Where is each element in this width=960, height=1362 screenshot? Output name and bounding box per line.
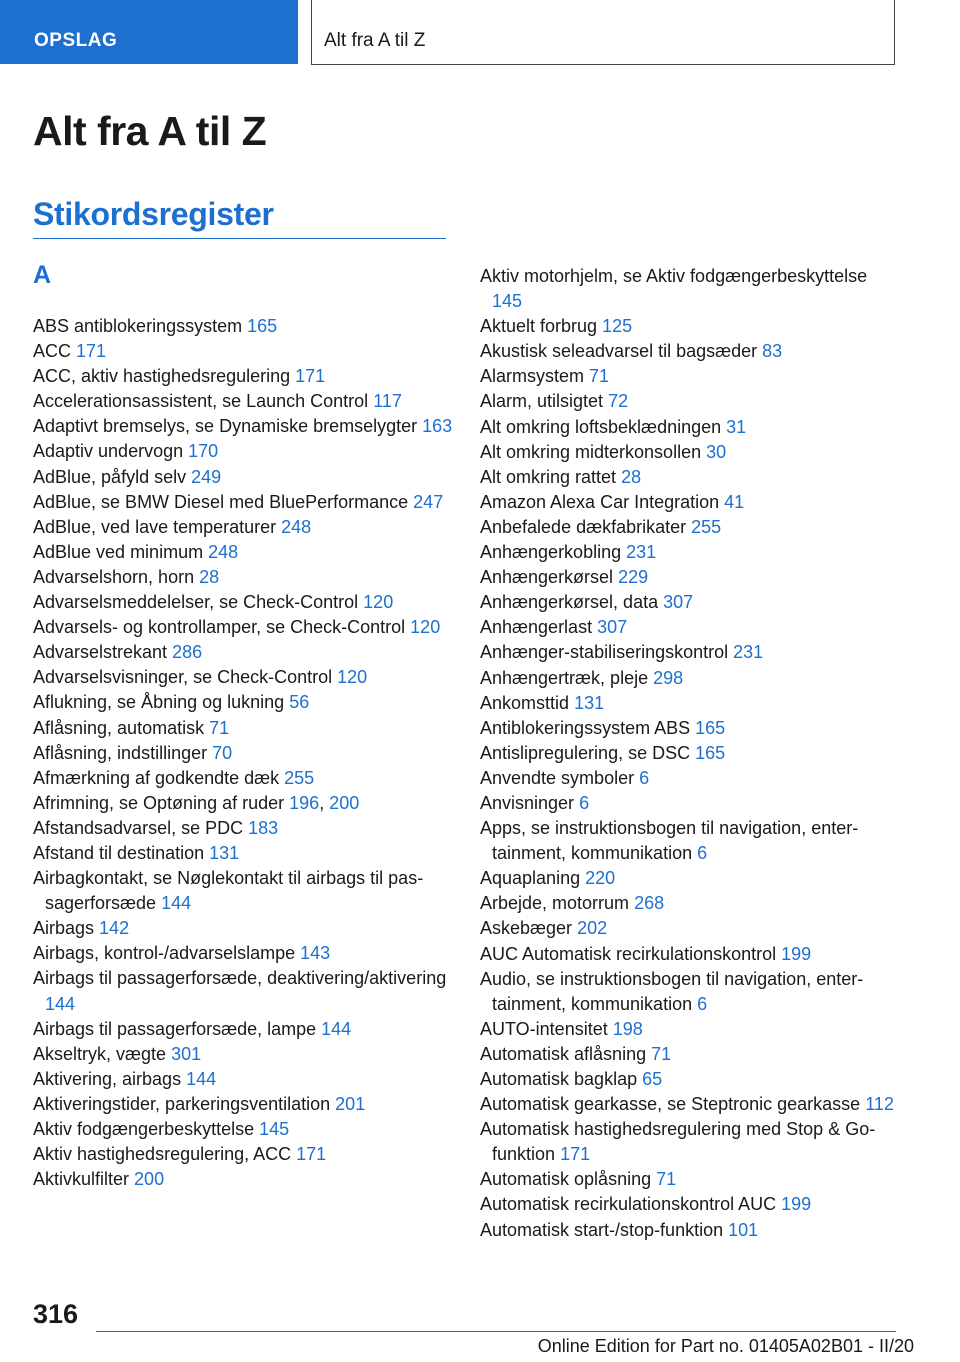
page-reference-link[interactable]: 301 bbox=[171, 1043, 202, 1064]
index-entry bbox=[33, 1067, 453, 1092]
index-entry-text: Anhængerkobling bbox=[480, 542, 622, 563]
index-entry bbox=[480, 916, 900, 941]
page-reference-link[interactable]: 144 bbox=[45, 993, 76, 1014]
page-title: Alt fra A til Z bbox=[33, 108, 267, 154]
page-reference-link[interactable]: 249 bbox=[191, 466, 222, 487]
index-entry bbox=[480, 891, 900, 916]
index-entry-text: Automatisk recirkulationskontrol AUC bbox=[480, 1194, 777, 1215]
page-reference-link[interactable]: 120 bbox=[410, 617, 441, 638]
index-entry bbox=[33, 1092, 453, 1117]
page-reference-link[interactable]: 171 bbox=[560, 1144, 591, 1165]
page-reference-link[interactable]: 70 bbox=[212, 742, 233, 763]
page-reference-link[interactable]: 231 bbox=[626, 542, 657, 563]
index-entry-text: AdBlue, ved lave temperaturer bbox=[33, 516, 277, 537]
index-column-right bbox=[480, 264, 900, 1243]
index-entry bbox=[480, 314, 900, 339]
index-entry bbox=[33, 1142, 453, 1167]
page-reference-link[interactable]: 120 bbox=[337, 667, 368, 688]
index-entry bbox=[480, 1192, 900, 1217]
index-entry-text: Afstand til destination bbox=[33, 842, 205, 863]
index-entry-text: Airbagkontakt, se Nøglekontakt til airbags til passagerforsæde bbox=[33, 868, 424, 914]
index-entry-text: Advarselshorn, horn bbox=[33, 566, 195, 587]
index-entry bbox=[33, 716, 453, 741]
index-entry bbox=[33, 314, 453, 339]
index-entry-text: Aktivkulfilter bbox=[33, 1169, 130, 1190]
page-reference-link[interactable]: 145 bbox=[492, 291, 523, 312]
index-entry bbox=[33, 540, 453, 565]
page-reference-link[interactable]: 65 bbox=[642, 1069, 663, 1089]
page-reference-link[interactable]: 72 bbox=[608, 391, 629, 412]
index-entry bbox=[480, 942, 900, 967]
index-entry-text: Askebæger bbox=[480, 918, 573, 939]
page-reference-link[interactable]: 144 bbox=[186, 1068, 217, 1089]
page-reference-link[interactable]: 220 bbox=[585, 868, 616, 889]
page-reference-link[interactable]: 165 bbox=[695, 717, 726, 738]
index-entry bbox=[480, 1092, 900, 1117]
page-reference-link[interactable]: 171 bbox=[295, 366, 326, 387]
index-entry-text: AUC Automatisk recirkulationskontrol bbox=[480, 943, 777, 964]
index-entry bbox=[480, 264, 900, 314]
index-entry-text: Akustisk seleadvarsel til bagsæder bbox=[480, 341, 758, 362]
page-reference-link[interactable]: 268 bbox=[634, 893, 665, 914]
index-entry-text: Advarselsvisninger, se Check-Control bbox=[33, 667, 333, 688]
index-entry-text: Accelerationsassistent, se Launch Control bbox=[33, 391, 369, 412]
page-reference-link[interactable]: 30 bbox=[706, 441, 727, 462]
index-entry bbox=[33, 866, 453, 916]
page-reference-link[interactable]: 6 bbox=[697, 993, 708, 1014]
index-entry bbox=[33, 465, 453, 490]
page-reference-link[interactable]: 145 bbox=[259, 1119, 290, 1139]
index-entry bbox=[33, 966, 453, 1016]
index-entry bbox=[480, 364, 900, 389]
index-entry-text: Anvendte symboler bbox=[480, 767, 635, 788]
index-entry bbox=[33, 816, 453, 841]
index-entry-text: AdBlue, se BMW Diesel med BluePerformance bbox=[33, 491, 409, 512]
index-entry bbox=[33, 389, 453, 414]
page-reference-link[interactable]: 71 bbox=[656, 1169, 677, 1190]
index-entry-text: Antislipregulering, se DSC bbox=[480, 742, 691, 763]
section-tab[interactable] bbox=[0, 0, 298, 64]
index-column-left bbox=[33, 314, 453, 1192]
page-reference-link[interactable]: 199 bbox=[781, 1194, 812, 1215]
index-entry-text: Aktiv motorhjelm, se Aktiv fodgængerbeskyttelse bbox=[480, 266, 868, 286]
index-entry bbox=[33, 339, 453, 364]
page-reference-link[interactable]: 131 bbox=[209, 842, 240, 863]
index-entry bbox=[33, 515, 453, 540]
index-entry-text: Aktiv hastighedsregulering, ACC bbox=[33, 1144, 292, 1165]
index-entry bbox=[480, 816, 900, 866]
index-entry-text: Alt omkring midterkonsollen bbox=[480, 441, 702, 462]
index-entry bbox=[33, 690, 453, 715]
index-entry-text: Airbags til passagerforsæde, deaktivering/aktivering bbox=[33, 968, 447, 989]
index-entry-text: Aktiveringstider, parkeringsventilation bbox=[33, 1093, 331, 1114]
index-entry-text: AdBlue ved minimum bbox=[33, 541, 204, 562]
page-reference-link[interactable]: 6 bbox=[639, 767, 650, 788]
index-entry bbox=[33, 615, 453, 640]
index-entry-text: Apps, se instruktionsbogen til navigation, entertainment, kommunikation bbox=[480, 818, 859, 864]
index-entry-text: Automatisk gearkasse, se Steptronic gearkasse bbox=[480, 1094, 861, 1115]
page-reference-link[interactable]: 247 bbox=[413, 491, 444, 512]
index-entry bbox=[33, 665, 453, 690]
page-reference-link[interactable]: 28 bbox=[621, 466, 642, 487]
section-title: Stikordsregister bbox=[33, 196, 274, 232]
index-entry bbox=[480, 1067, 900, 1092]
edition-note: Online Edition for Part no. 01405A02B01 - II/20 bbox=[537, 1336, 914, 1356]
index-entry bbox=[480, 565, 900, 590]
page-reference-link[interactable]: 143 bbox=[300, 943, 331, 964]
page-reference-link[interactable]: 199 bbox=[781, 943, 812, 964]
index-entry-text: Akseltryk, vægte bbox=[33, 1043, 167, 1064]
index-entry bbox=[480, 866, 900, 891]
page-reference-link[interactable]: 71 bbox=[651, 1043, 672, 1064]
index-entry bbox=[33, 1117, 453, 1142]
index-entry bbox=[480, 666, 900, 691]
index-entry-text: Automatisk oplåsning bbox=[480, 1169, 652, 1190]
index-entry-text: Amazon Alexa Car Integration bbox=[480, 491, 720, 512]
index-entry bbox=[33, 841, 453, 866]
index-entry bbox=[480, 389, 900, 414]
page-reference-link[interactable]: 144 bbox=[161, 893, 192, 914]
index-entry bbox=[480, 766, 900, 791]
index-entry bbox=[33, 364, 453, 389]
page-reference-link[interactable]: 171 bbox=[76, 341, 107, 362]
index-entry-text: Afmærkning af godkendte dæk bbox=[33, 767, 280, 788]
index-entry bbox=[33, 490, 453, 515]
footer-rule bbox=[96, 1331, 896, 1332]
page-reference-link[interactable]: 170 bbox=[188, 441, 219, 462]
page-reference-link[interactable]: 255 bbox=[284, 767, 315, 788]
page-reference-link[interactable]: 248 bbox=[208, 541, 239, 562]
index-entry-text: Anhængerkørsel bbox=[480, 567, 614, 588]
index-entry-text: Advarsels- og kontrollamper, se Check-Control bbox=[33, 617, 406, 638]
index-entry-text: Alarm, utilsigtet bbox=[480, 391, 604, 412]
index-entry-text: Airbags bbox=[33, 918, 95, 939]
index-entry-text: Audio, se instruktionsbogen til navigation, entertainment, kommunikation bbox=[480, 968, 864, 1014]
index-entry bbox=[480, 967, 900, 1017]
page-reference-link[interactable]: 165 bbox=[695, 742, 726, 763]
index-entry bbox=[33, 439, 453, 464]
page-reference-link[interactable]: 41 bbox=[724, 491, 745, 512]
page-reference-link[interactable]: 255 bbox=[691, 516, 722, 537]
index-entry bbox=[480, 1042, 900, 1067]
index-entry bbox=[33, 741, 453, 766]
page-reference-link[interactable]: 165 bbox=[247, 316, 278, 336]
index-entry bbox=[33, 1042, 453, 1067]
page-reference-link[interactable]: 142 bbox=[99, 918, 130, 939]
header-divider-right bbox=[894, 0, 895, 64]
page-reference-link[interactable]: 31 bbox=[726, 416, 747, 437]
index-entry bbox=[33, 1017, 453, 1042]
index-entry-text: Adaptivt bremselys, se Dynamiske bremselygter bbox=[33, 416, 418, 437]
index-entry-text: Adaptiv undervogn bbox=[33, 441, 184, 462]
page-reference-link[interactable]: 120 bbox=[363, 592, 394, 613]
index-entry-text: Anbefalede dækfabrikater bbox=[480, 516, 687, 537]
index-entry bbox=[33, 640, 453, 665]
page-reference-link[interactable]: 117 bbox=[373, 391, 402, 412]
index-entry-text: Aflukning, se Åbning og lukning bbox=[33, 692, 285, 713]
page-reference-link[interactable]: 307 bbox=[663, 592, 694, 613]
index-entry bbox=[480, 590, 900, 615]
index-entry-text: Alt omkring rattet bbox=[480, 466, 617, 487]
index-entry bbox=[480, 465, 900, 490]
index-entry bbox=[480, 339, 900, 364]
page-reference-link[interactable]: 171 bbox=[296, 1144, 327, 1165]
index-letter-heading: A bbox=[33, 261, 52, 289]
index-entry: Afrimning, se Optøning af ruder 196, 200 bbox=[33, 792, 360, 813]
page-reference-link[interactable]: 307 bbox=[597, 617, 628, 638]
index-entry bbox=[480, 716, 900, 741]
index-entry-text: Automatisk bagklap bbox=[480, 1069, 638, 1089]
index-entry-text: Aktuelt forbrug bbox=[480, 316, 598, 337]
index-entry bbox=[33, 766, 453, 791]
index-entry-text: Alt omkring loftsbeklædningen bbox=[480, 416, 722, 437]
index-entry bbox=[480, 1218, 900, 1243]
page-reference-link[interactable]: 196 bbox=[289, 792, 320, 813]
index-entry-text: ABS antiblokeringssystem bbox=[33, 316, 243, 336]
page-reference-link[interactable]: 56 bbox=[289, 692, 310, 713]
page-reference-link[interactable]: 202 bbox=[577, 918, 608, 939]
page-reference-link[interactable]: 200 bbox=[329, 792, 360, 813]
index-entry-text: Automatisk start-/stop-funktion bbox=[480, 1219, 724, 1240]
index-entry-text: Anhænger-stabiliseringskontrol bbox=[480, 642, 729, 663]
index-entry-text: Aflåsning, automatisk bbox=[33, 717, 205, 738]
index-entry bbox=[33, 414, 453, 439]
index-entry-text: Airbags til passagerforsæde, lampe bbox=[33, 1018, 317, 1039]
header-divider bbox=[311, 0, 312, 64]
index-entry bbox=[480, 1167, 900, 1192]
index-entry-text: Alarmsystem bbox=[480, 366, 585, 387]
index-entry bbox=[480, 615, 900, 640]
index-entry-text: Aktiv fodgængerbeskyttelse bbox=[33, 1119, 255, 1139]
page-reference-link[interactable]: 248 bbox=[281, 516, 312, 537]
index-entry bbox=[33, 916, 453, 941]
index-entry-text: ACC, aktiv hastighedsregulering bbox=[33, 366, 291, 387]
index-entry-text: Advarselsmeddelelser, se Check-Control bbox=[33, 592, 359, 613]
page-reference-link[interactable]: 144 bbox=[321, 1018, 352, 1039]
index-entry bbox=[480, 515, 900, 540]
index-entry-text: Anhængerlast bbox=[480, 617, 593, 638]
index-entry-text: ACC bbox=[33, 341, 72, 362]
index-entry-text: AUTO-intensitet bbox=[480, 1018, 608, 1039]
index-entry-text: Automatisk aflåsning bbox=[480, 1043, 647, 1064]
running-header-title: Alt fra A til Z bbox=[324, 30, 426, 51]
index-entry-text: Anhængerkørsel, data bbox=[480, 592, 659, 613]
index-entry-text: Ankomsttid bbox=[480, 692, 570, 713]
index-entry bbox=[480, 1017, 900, 1042]
index-entry bbox=[33, 565, 453, 590]
index-entry bbox=[480, 791, 900, 816]
page-reference-link[interactable]: 229 bbox=[618, 567, 649, 588]
page-reference-link[interactable]: 6 bbox=[579, 792, 590, 813]
index-entry bbox=[33, 1167, 453, 1192]
index-entry-text: Afstandsadvarsel, se PDC bbox=[33, 817, 244, 838]
index-entry-text: Anhængertræk, pleje bbox=[480, 667, 649, 688]
page-reference-link[interactable]: 83 bbox=[762, 341, 783, 362]
index-entry-text: Afrimning, se Optøning af ruder bbox=[33, 792, 285, 813]
page-reference-link[interactable]: 200 bbox=[134, 1169, 165, 1190]
index-entry-text: Airbags, kontrol-/advarselslampe bbox=[33, 943, 296, 964]
page-reference-link[interactable]: 6 bbox=[697, 843, 708, 864]
index-entry bbox=[480, 415, 900, 440]
page-reference-link[interactable]: 28 bbox=[199, 566, 220, 587]
section-rule bbox=[33, 238, 446, 239]
index-entry bbox=[480, 691, 900, 716]
page-reference-link[interactable]: 198 bbox=[612, 1018, 643, 1039]
index-entry-text: Automatisk hastighedsregulering med Stop & Go-funktion bbox=[480, 1119, 876, 1165]
index-entry-text: Advarselstrekant bbox=[33, 642, 168, 663]
page-reference-link[interactable]: 163 bbox=[422, 416, 453, 437]
index-entry bbox=[480, 1117, 900, 1167]
page-reference-link[interactable]: 231 bbox=[733, 642, 764, 663]
page-reference-link[interactable]: 201 bbox=[335, 1093, 366, 1114]
page-number: 316 bbox=[33, 1299, 79, 1329]
page-reference-link[interactable]: 101 bbox=[728, 1219, 759, 1240]
index-entry-text: Anvisninger bbox=[480, 792, 575, 813]
page-reference-link[interactable]: 183 bbox=[248, 817, 279, 838]
index-entry bbox=[480, 440, 900, 465]
page-reference-link[interactable]: 131 bbox=[574, 692, 605, 713]
index-entry-text: AdBlue, påfyld selv bbox=[33, 466, 187, 487]
index-entry bbox=[480, 640, 900, 665]
page-reference-link[interactable]: 71 bbox=[589, 366, 610, 387]
header-underline bbox=[311, 64, 895, 65]
index-entry-text: Aktivering, airbags bbox=[33, 1068, 182, 1089]
page-reference-link[interactable]: 125 bbox=[602, 316, 633, 337]
index-entry bbox=[480, 490, 900, 515]
index-entry-text: Aquaplaning bbox=[480, 868, 581, 889]
index-entry bbox=[33, 941, 453, 966]
section-tab-label: OPSLAG bbox=[34, 30, 118, 51]
index-entry bbox=[480, 741, 900, 766]
index-entry bbox=[33, 590, 453, 615]
page-reference-link[interactable]: 286 bbox=[172, 642, 203, 663]
index-entry-text: Aflåsning, indstillinger bbox=[33, 742, 208, 763]
index-entry-text: Arbejde, motorrum bbox=[480, 893, 630, 914]
index-entry-text: Antiblokeringssystem ABS bbox=[480, 717, 691, 738]
page-reference-link[interactable]: 112 bbox=[865, 1094, 894, 1115]
index-entry bbox=[480, 540, 900, 565]
page-reference-link[interactable]: 71 bbox=[209, 717, 230, 738]
page-reference-link[interactable]: 298 bbox=[653, 667, 684, 688]
